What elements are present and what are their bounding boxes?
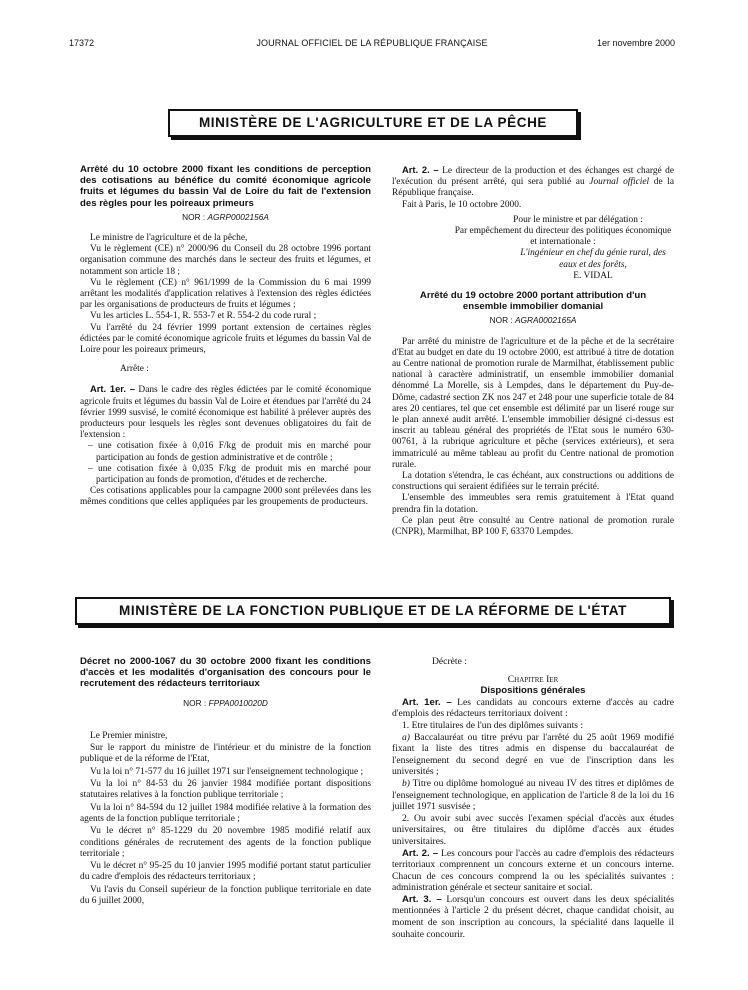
- item-text: Titre ou diplôme homologué au niveau IV des titres et diplômes de l'enseignement technologique, en application de l'article 8 de la loi du 16 juillet 1971 susvisée ;: [392, 777, 674, 813]
- paragraph: Vu la loi n° 84-594 du 12 juillet 1984 modifiée relative à la formation des agents de la fonction publique territoriale ;: [80, 802, 371, 824]
- article-text: Le directeur de la production et des échanges est chargé de l'exécution du présent arrêté, qui sera publié au: [392, 166, 675, 188]
- paragraph: Vu le décret n° 95-25 du 10 janvier 1995 modifié portant statut particulier du cadre d'emplois des rédacteurs territoriaux ;: [80, 861, 371, 883]
- article-label: Art. 1er. –: [90, 383, 135, 395]
- nor-reference: [80, 698, 371, 709]
- nor-code: AGRP0002156A: [207, 211, 269, 222]
- list-item: [392, 778, 674, 813]
- chapter-heading: Chapitre Ier: [507, 673, 559, 685]
- nor-prefix: NOR :: [183, 697, 209, 708]
- decree-fonction-publique-right-column: [392, 656, 674, 940]
- nor-code: AGRA0002165A: [515, 315, 577, 326]
- decree-fonction-publique-left-column: [80, 656, 371, 908]
- nor-prefix: NOR :: [182, 211, 208, 222]
- article-label: Art. 1er. –: [402, 696, 452, 708]
- ministry-heading-fonction-publique: MINISTÈRE DE LA FONCTION PUBLIQUE ET DE LA RÉFORME DE L'ÉTAT: [75, 597, 671, 625]
- issue-date: 1er novembre 2000: [596, 38, 675, 48]
- paragraph: Vu le règlement (CE) n° 2000/96 du Conseil du 28 octobre 1996 portant organisation commune des marchés dans le secteur des fruits et légumes, et notamment son article 18 ;: [80, 244, 371, 277]
- paragraph: Le Premier ministre,: [90, 730, 168, 741]
- list-item: – une cotisation fixée à 0,035 F/kg de produit mis en marché pour participation au fonds de promotion, d'études et de recherche.: [88, 463, 371, 486]
- item-label: b): [402, 777, 410, 789]
- page-number: 17372: [69, 38, 95, 48]
- article-text: Lorsqu'un concours est ouvert dans les deux spécialités mentionnées à l'article 2 du présent décret, chaque candidat choisit, au moment de son inscription au concours, la spécialité dans laquelle il souhaite concourir.: [392, 893, 674, 940]
- article-label: Art. 3. –: [402, 893, 442, 905]
- nor-code: FPPA0010020D: [208, 697, 268, 708]
- signature-date: Fait à Paris, le 10 octobre 2000.: [402, 199, 522, 210]
- arrete-label: Arrête :: [120, 364, 149, 375]
- article-1: [392, 697, 674, 720]
- paragraph: Vu l'avis du Conseil supérieur de la fonction publique territoriale en date du 6 juillet 2000,: [80, 884, 371, 906]
- decree-title: Arrêté du 19 octobre 2000 portant attribution d'un ensemble immobilier domanial: [419, 290, 647, 313]
- nor-prefix: NOR :: [489, 315, 515, 326]
- article-1: [80, 383, 371, 441]
- paragraph: Vu la loi n° 84-53 du 26 janvier 1984 modifiée portant dispositions statutaires relatives à la fonction publique territoriale ;: [80, 779, 371, 801]
- nor-reference: [392, 315, 674, 326]
- signature-line: L'ingénieur en chef du génie rural, des eaux et des forêts,: [520, 248, 666, 270]
- paragraph: Vu l'arrêté du 24 février 1999 portant extension de certaines règles édictées par le comité économique agricole fruits et légumes du bassin Val de Loire pour les poireaux primeurs,: [80, 322, 371, 356]
- paragraph: Vu la loi n° 71-577 du 16 juillet 1971 sur l'enseignement technologique ;: [90, 766, 364, 777]
- paragraph: Vu le règlement (CE) n° 961/1999 de la Commission du 6 mai 1999 arrêtant les modalités d'application relatives à l'extension des règles édictées par les organisations de producteurs de fruits et légumes ;: [80, 277, 371, 311]
- journal-name: Journal officiel: [589, 177, 650, 188]
- paragraph: Sur le rapport du ministre de l'intérieur et du ministre de la fonction publique et de la réforme de l'Etat,: [80, 743, 371, 765]
- signature-line: Pour le ministre et par délégation :: [513, 214, 643, 225]
- journal-title: JOURNAL OFFICIEL DE LA RÉPUBLIQUE FRANÇAISE: [256, 38, 488, 48]
- item-label: a): [402, 731, 410, 743]
- article-label: Art. 2. –: [402, 164, 439, 175]
- nor-reference: [80, 212, 371, 223]
- article-text: de la République française.: [392, 177, 675, 199]
- article-2: [392, 848, 674, 894]
- paragraph: Ces cotisations applicables pour la campagne 2000 sont prélevées dans les mêmes conditions que celles appliquées par les groupements de producteurs.: [80, 486, 371, 508]
- paragraph: Par arrêté du ministre de l'agriculture et de la pêche et de la secrétaire d'Etat au budget en date du 19 octobre 2000, est attribué à titre de dotation au Centre national de promotion rurale de Marmilhat, établissement public national à caractère administratif, un ensemble immobilier domanial dénommé La Morelle, sis à Lempdes, dans le département du Puy-de-Dôme, cadastré section ZK nos 247 et 248 pour une superficie totale de 84 ares 20 centiares, tel que cet ensemble est délimité par un liseré rouge sur le plan annexé audit arrêté. L'ensemble immobilier désigné ci-dessus est inscrit au tableau général des propriétés de l'Etat sous le numéro 630-00761, à la rubrique agriculture et pêche (services extérieurs), et sera immatriculé au même tableau au profit du Centre national de promotion rurale.: [392, 336, 674, 470]
- list-item: – une cotisation fixée à 0,016 F/kg de produit mis en marché pour participation au fonds de gestion administrative et de contrôle ;: [88, 441, 371, 463]
- list-item: 2. Ou avoir subi avec succès l'examen spécial d'accès aux études universitaires, ou être titulaires du diplôme d'accès aux études universitaires.: [392, 812, 674, 847]
- article-text: Les candidats au concours externe d'accès au cadre d'emplois des rédacteurs territoriaux doivent :: [392, 696, 674, 720]
- article-2: [392, 164, 674, 200]
- decrete-label: Décrète :: [432, 656, 467, 667]
- list-item: 1. Etre titulaires de l'un des diplômes suivants :: [402, 719, 584, 731]
- paragraph: La dotation s'étendra, le cas échéant, aux constructions ou additions de constructions qui seraient édifiées sur le terrain précité.: [392, 471, 674, 493]
- item-text: Baccalauréat ou titre prévu par l'arrêté du 25 août 1969 modifié fixant la liste des titres admis en dispense du baccalauréat de l'enseignement du second degré en vue de l'inscription dans les universités ;: [392, 731, 674, 778]
- running-header: [69, 38, 675, 52]
- signature-line: Par empêchement du directeur des politiques économique et internationale :: [454, 226, 672, 248]
- article-3: [392, 894, 674, 940]
- article-label: Art. 2. –: [402, 847, 439, 859]
- decree-title: Décret no 2000-1067 du 30 octobre 2000 fixant les conditions d'accès et les modalités d'organisation des concours pour le recrutement des rédacteurs territoriaux: [80, 656, 371, 690]
- list-item: [392, 732, 674, 778]
- decree-title: Arrêté du 10 octobre 2000 fixant les conditions de perception des cotisations au bénéfice du comité économique agricole fruits et légumes du bassin Val de Loire du fait de l'extension des règles pour les poireaux primeurs: [80, 164, 371, 209]
- paragraph: Vu le décret n° 85-1229 du 20 novembre 1985 modifié relatif aux conditions générales de recrutement des agents de la fonction publique territoriale ;: [80, 826, 371, 859]
- paragraph: Le ministre de l'agriculture et de la pêche,: [90, 233, 248, 244]
- article-text: Les concours pour l'accès au cadre d'emplois des rédacteurs territoriaux comprennent un concours externe et un concours interne. Chacun de ces concours comprend la ou les spécialités suivantes : administration générale et secteur sanitaire et social.: [392, 847, 674, 894]
- paragraph: Ce plan peut être consulté au Centre national de promotion rurale (CNPR), Marmilhat, BP 100 F, 63370 Lempdes.: [392, 515, 674, 538]
- chapter-title: Dispositions générales: [480, 685, 586, 697]
- signatory-name: E. VIDAL: [573, 270, 613, 281]
- paragraph: Vu les articles L. 554-1, R. 553-7 et R. 554-2 du code rural ;: [90, 311, 317, 322]
- paragraph: L'ensemble des immeubles sera remis gratuitement à l'Etat quand prendra fin la dotation.: [392, 493, 674, 515]
- ministry-heading-agriculture: MINISTÈRE DE L'AGRICULTURE ET DE LA PÊCHE: [168, 109, 578, 137]
- decree-agriculture-right-column: [392, 164, 674, 538]
- decree-agriculture-left-column: [80, 164, 371, 509]
- article-text: Dans le cadre des règles édictées par le comité économique agricole fruits et légumes du bassin Val de Loire et étendues par l'arrêté du 24 février 1999 susvisé, le comité économique est habilité à prélever auprès des producteurs pour lesquels les règles sont devenues obligatoires du fait de l'extension :: [80, 385, 372, 441]
